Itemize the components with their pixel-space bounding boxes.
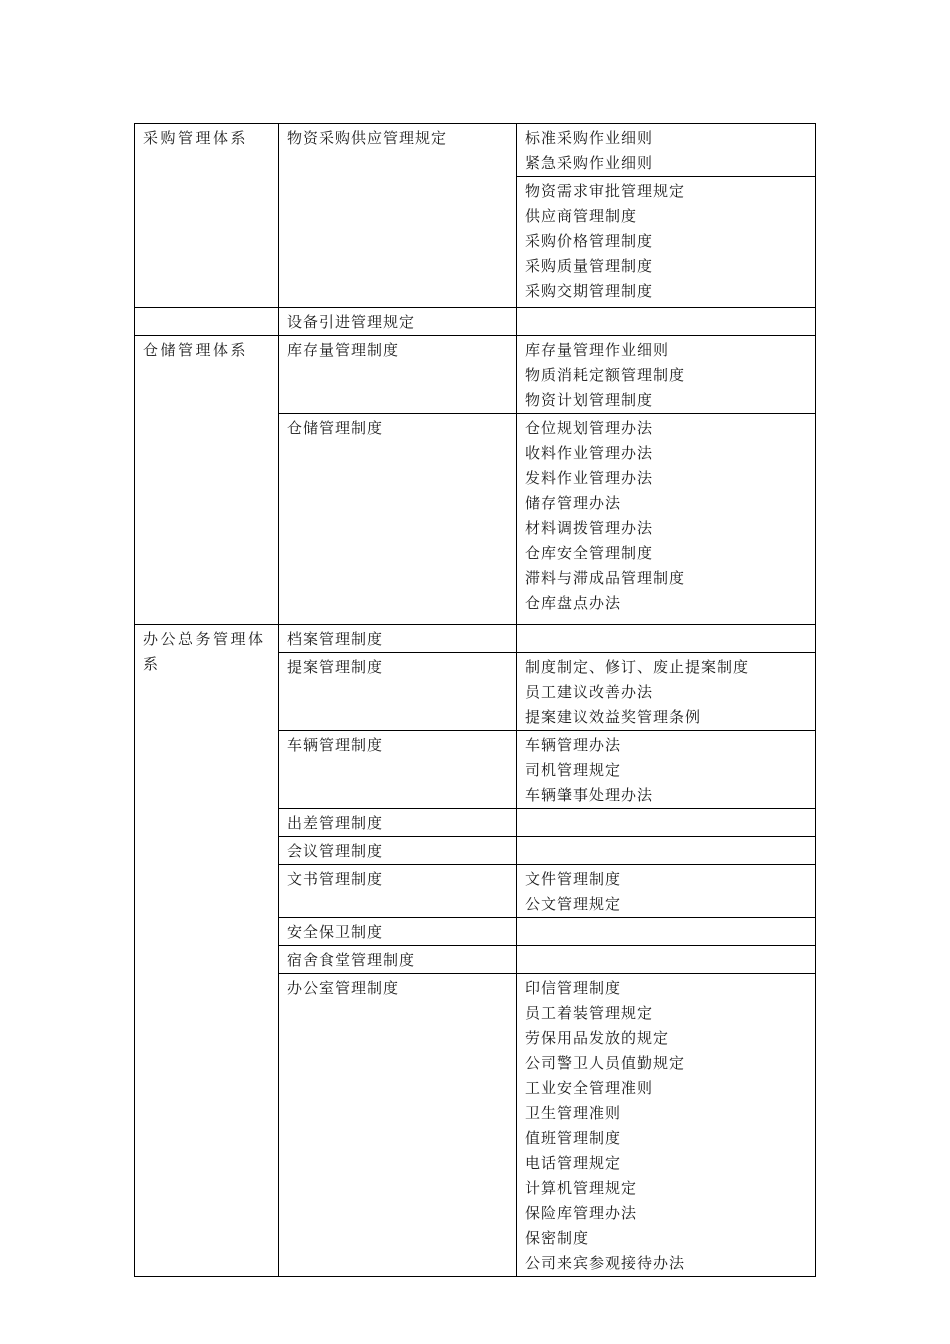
detail-cell: [517, 946, 816, 974]
regulation-cell: [279, 653, 517, 731]
table-row: [135, 336, 816, 414]
detail-cell: [517, 731, 816, 809]
system-name: 仓储管理体系: [143, 341, 249, 359]
regulation-cell: [279, 124, 517, 308]
regulation-cell: [279, 625, 517, 653]
detail-item: 员工建议改善办法: [525, 683, 654, 701]
detail-item: 储存管理办法: [525, 494, 622, 512]
detail-item: 物质消耗定额管理制度: [525, 366, 686, 384]
detail-cell: [517, 414, 816, 625]
detail-cell: [517, 865, 816, 918]
regulation-name: 设备引进管理规定: [287, 313, 416, 331]
detail-item: 计算机管理规定: [525, 1179, 638, 1197]
detail-item: 车辆管理办法: [525, 736, 622, 754]
regulation-cell: [279, 414, 517, 625]
detail-item: 印信管理制度: [525, 979, 622, 997]
regulation-name: 车辆管理制度: [287, 736, 384, 754]
regulation-name: 办公室管理制度: [287, 979, 400, 997]
detail-item: 保险库管理办法: [525, 1204, 638, 1222]
regulation-name: 物资采购供应管理规定: [287, 129, 448, 147]
detail-item: 车辆肇事处理办法: [525, 786, 654, 804]
detail-cell: [517, 336, 816, 414]
detail-item: 仓位规划管理办法: [525, 419, 654, 437]
detail-cell: [517, 308, 816, 336]
detail-item: 物资需求审批管理规定: [525, 182, 686, 200]
table-row: [135, 625, 816, 653]
detail-cell: [517, 625, 816, 653]
detail-item: 库存量管理作业细则: [525, 341, 670, 359]
detail-item: 文件管理制度: [525, 870, 622, 888]
detail-cell: [517, 177, 816, 308]
system-cell: [135, 308, 279, 336]
regulation-name: 宿舍食堂管理制度: [287, 951, 416, 969]
detail-item: 提案建议效益奖管理条例: [525, 708, 702, 726]
detail-item: 公司来宾参观接待办法: [525, 1254, 686, 1272]
regulation-name: 安全保卫制度: [287, 923, 384, 941]
system-cell: [135, 336, 279, 625]
detail-item: 采购质量管理制度: [525, 257, 654, 275]
detail-item: 收料作业管理办法: [525, 444, 654, 462]
management-system-table: [134, 123, 816, 1277]
detail-cell: [517, 837, 816, 865]
regulation-cell: [279, 865, 517, 918]
detail-item: 采购交期管理制度: [525, 282, 654, 300]
detail-item: 电话管理规定: [525, 1154, 622, 1172]
detail-item: 供应商管理制度: [525, 207, 638, 225]
detail-item: 值班管理制度: [525, 1129, 622, 1147]
detail-item: 紧急采购作业细则: [525, 154, 654, 172]
regulation-cell: [279, 731, 517, 809]
system-name: 办公总务管理体系: [143, 630, 266, 673]
detail-item: 标准采购作业细则: [525, 129, 654, 147]
detail-item: 仓库安全管理制度: [525, 544, 654, 562]
detail-item: 劳保用品发放的规定: [525, 1029, 670, 1047]
detail-item: 滞料与滞成品管理制度: [525, 569, 686, 587]
regulation-name: 文书管理制度: [287, 870, 384, 888]
detail-item: 采购价格管理制度: [525, 232, 654, 250]
system-name: 采购管理体系: [143, 129, 249, 147]
detail-item: 员工着装管理规定: [525, 1004, 654, 1022]
regulation-name: 会议管理制度: [287, 842, 384, 860]
regulation-cell: [279, 837, 517, 865]
regulation-cell: [279, 809, 517, 837]
regulation-name: 提案管理制度: [287, 658, 384, 676]
detail-cell: [517, 918, 816, 946]
detail-item: 工业安全管理准则: [525, 1079, 654, 1097]
regulation-cell: [279, 336, 517, 414]
detail-item: 材料调拨管理办法: [525, 519, 654, 537]
regulation-name: 仓储管理制度: [287, 419, 384, 437]
detail-item: 公司警卫人员值勤规定: [525, 1054, 686, 1072]
regulation-name: 档案管理制度: [287, 630, 384, 648]
detail-cell: [517, 124, 816, 177]
detail-item: 物资计划管理制度: [525, 391, 654, 409]
regulation-cell: [279, 974, 517, 1277]
regulation-name: 出差管理制度: [287, 814, 384, 832]
detail-item: 制度制定、修订、废止提案制度: [525, 658, 750, 676]
detail-item: 卫生管理准则: [525, 1104, 622, 1122]
system-cell: [135, 625, 279, 1277]
table-row: [135, 124, 816, 177]
detail-cell: [517, 809, 816, 837]
detail-cell: [517, 974, 816, 1277]
table-row: [135, 308, 816, 336]
regulation-cell: [279, 918, 517, 946]
detail-item: 司机管理规定: [525, 761, 622, 779]
detail-item: 保密制度: [525, 1229, 590, 1247]
detail-cell: [517, 653, 816, 731]
regulation-cell: [279, 946, 517, 974]
detail-item: 仓库盘点办法: [525, 594, 622, 612]
regulation-name: 库存量管理制度: [287, 341, 400, 359]
detail-item: 公文管理规定: [525, 895, 622, 913]
system-cell: [135, 124, 279, 308]
detail-item: 发料作业管理办法: [525, 469, 654, 487]
regulation-cell: [279, 308, 517, 336]
